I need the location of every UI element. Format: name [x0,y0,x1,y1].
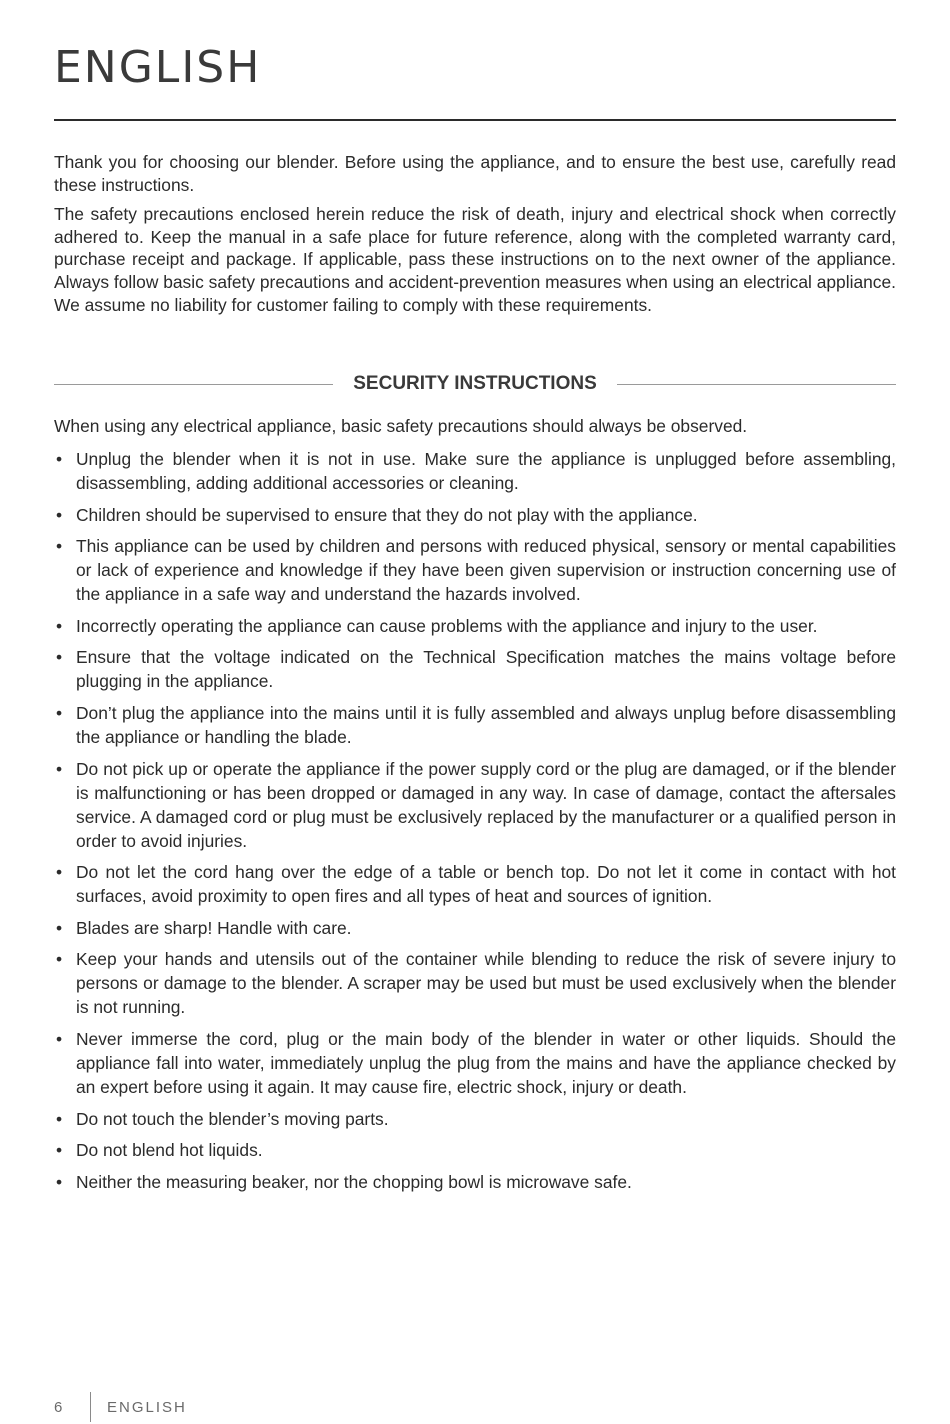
list-item-text: Don’t plug the appliance into the mains until it is fully assembled and always unplug before disassembling the appliance or handling the blade. [76,702,896,747]
list-item-text: Do not let the cord hang over the edge of a table or bench top. Do not let it come in contact with hot surfaces, avoid proximity to open fires and all types of heat and sources of ignition. [76,862,896,907]
bullet-icon: • [56,536,63,557]
list-item [54,947,896,1019]
list-item-text: Ensure that the voltage indicated on the Technical Specification matches the mains voltage before plugging in the appliance. [76,647,896,692]
security-instructions-list [54,447,896,1201]
list-item-text: Blades are sharp! Handle with care. [76,917,352,938]
heading-rule-left [54,384,333,385]
title-divider [54,119,896,121]
bullet-icon: • [56,647,63,668]
list-item [54,701,896,749]
list-item [54,447,896,495]
bullet-icon: • [56,1108,63,1129]
bullet-icon: • [56,1171,63,1192]
bullet-icon: • [56,1140,63,1161]
footer-label: ENGLISH [107,1398,187,1416]
list-item-text: Never immerse the cord, plug or the main body of the blender in water or other liquids. Should the appliance fall into water, immediately unplug the plug from the mains and have the appliance checked by an expert before using it again. It may cause fire, electric shock, injury or death. [76,1028,896,1097]
list-item [54,1138,896,1162]
list-item-text: Do not touch the blender’s moving parts. [76,1108,389,1129]
list-item [54,1170,896,1194]
page-footer [54,1392,187,1422]
list-item [54,1027,896,1099]
list-item [54,503,896,527]
list-item [54,757,896,853]
list-item [54,645,896,693]
list-item-text: Do not pick up or operate the appliance if the power supply cord or the plug are damaged, or if the blender is malfunctioning or has been dropped or damaged in any way. In case of damage, contact the aftersales service. A damaged cord or plug must be exclusively replaced by the manufacturer or a qualified person in order to avoid injuries. [76,758,896,851]
list-item [54,1107,896,1131]
footer-divider [90,1392,91,1422]
bullet-icon: • [56,862,63,883]
intro-paragraph: The safety precautions enclosed herein reduce the risk of death, injury and electrical shock when correctly adhered to. Keep the manual in a safe place for future reference, along with the completed warranty card, purchase receipt and package. If applicable, pass these instructions on to the next owner of the appliance. Always follow basic safety precautions and accident-prevention measures when using an electrical appliance. We assume no liability for customer failing to comply with these requirements. [54,204,896,315]
security-lead-text: When using any electrical appliance, basic safety precautions should always be observed. [54,416,748,436]
intro-section [54,151,896,323]
section-heading-security [54,371,896,397]
page-number: 6 [54,1398,65,1416]
bullet-icon: • [56,702,63,723]
bullet-icon: • [56,504,63,525]
list-item [54,534,896,606]
list-item-text: Incorrectly operating the appliance can cause problems with the appliance and injury to the user. [76,615,818,636]
list-item-text: Do not blend hot liquids. [76,1140,263,1161]
list-item [54,916,896,940]
list-item-text: This appliance can be used by children and persons with reduced physical, sensory or mental capabilities or lack of experience and knowledge if they have been given supervision or instruction concerning use of the appliance in a safe way and understand the hazards involved. [76,536,896,605]
bullet-icon: • [56,1028,63,1049]
list-item-text: Keep your hands and utensils out of the container while blending to reduce the risk of severe injury to persons or damage to the blender. A scraper may be used but must be used exclusively when the blender is not running. [76,949,896,1018]
list-item [54,860,896,908]
bullet-icon: • [56,758,63,779]
page-title: ENGLISH [54,42,262,93]
heading-rule-right [617,384,896,385]
list-item [54,614,896,638]
list-item-text: Neither the measuring beaker, nor the chopping bowl is microwave safe. [76,1171,632,1192]
list-item-text: Unplug the blender when it is not in use. Make sure the appliance is unplugged before assembling, disassembling, adding additional accessories or cleaning. [76,449,896,493]
bullet-icon: • [56,615,63,636]
list-item-text: Children should be supervised to ensure that they do not play with the appliance. [76,504,698,525]
section-heading-text: SECURITY INSTRUCTIONS [353,373,597,394]
bullet-icon: • [56,449,63,469]
bullet-icon: • [56,949,63,970]
intro-paragraph: Thank you for choosing our blender. Before using the appliance, and to ensure the best use, carefully read these instructions. [54,152,896,195]
bullet-icon: • [56,917,63,938]
